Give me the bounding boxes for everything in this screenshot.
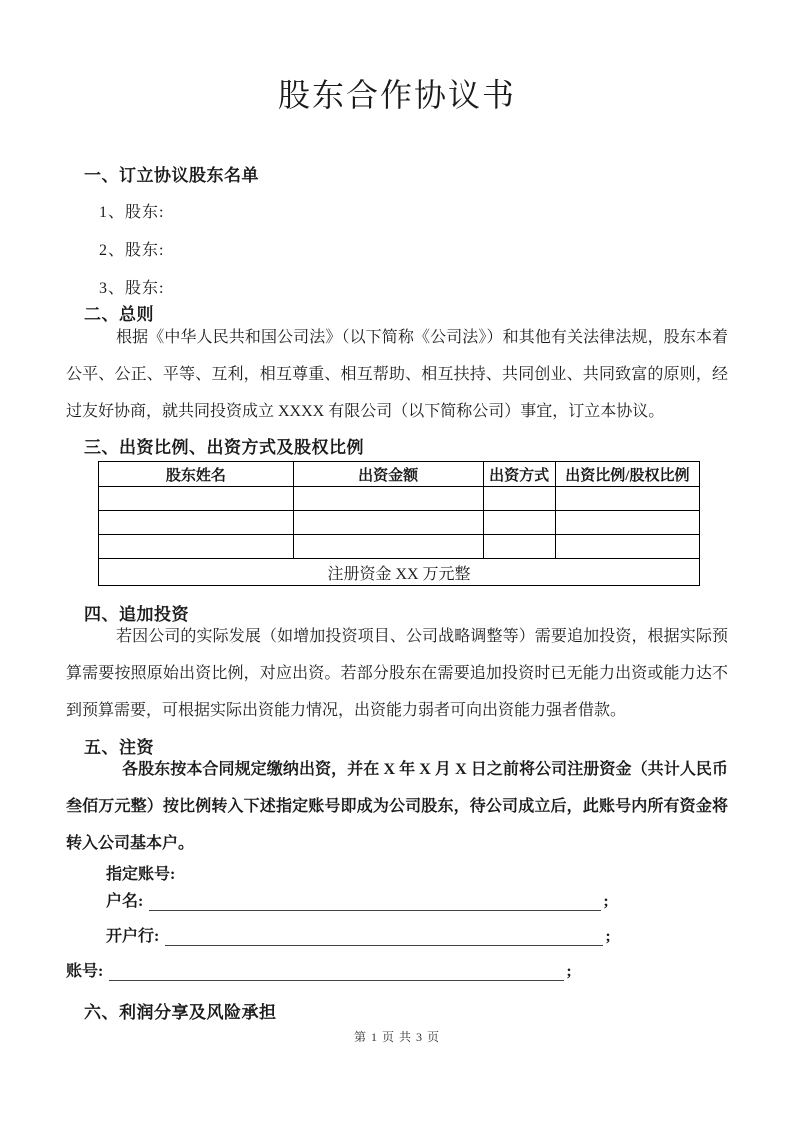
table-cell: [99, 511, 294, 535]
table-row: [99, 487, 700, 511]
table-cell: [483, 487, 555, 511]
section-2-heading: 二、总则: [84, 305, 154, 324]
field-row-bank-name: [106, 923, 611, 946]
table-cell: [555, 487, 699, 511]
table-header-contribution-method: 出资方式: [483, 462, 555, 487]
table-header-contribution-amount: 出资金额: [293, 462, 483, 487]
table-cell: [483, 511, 555, 535]
section-1-heading: 一、订立协议股东名单: [84, 166, 259, 185]
field-suffix: ;: [603, 893, 609, 910]
table-cell: [99, 535, 294, 559]
field-suffix: ;: [566, 963, 572, 980]
table-cell: [293, 511, 483, 535]
table-cell: [293, 535, 483, 559]
shareholder-item-2: 2、股东:: [99, 242, 165, 259]
shareholder-item-1: 1、股东:: [99, 204, 165, 221]
table-header-equity-ratio: 出资比例/股权比例: [555, 462, 699, 487]
section-5-paragraph: 各股东按本合同规定缴纳出资，并在 X 年 X 月 X 日之前将公司注册资金（共计人民币叁佰万元整）按比例转入下述指定账号即成为公司股东，待公司成立后，此账号内所有资金将转入公司基本户。: [66, 761, 728, 852]
page-number: 第 1 页 共 3 页: [353, 1030, 440, 1044]
section-4-paragraph: 若因公司的实际发展（如增加投资项目、公司战略调整等）需要追加投资，根据实际预算需要按照原始出资比例，对应出资。若部分股东在需要追加投资时已无能力出资或能力达不到预算需要，可根据实际出资能力情况，出资能力弱者可向出资能力强者借款。: [66, 628, 728, 719]
table-cell: [555, 511, 699, 535]
table-cell: [99, 487, 294, 511]
account-holder-label: 户名:: [106, 893, 144, 910]
account-holder-blank: [149, 891, 601, 911]
table-row: [99, 511, 700, 535]
table-header-row: [99, 462, 700, 487]
bank-name-blank: [165, 926, 603, 946]
table-footer-row: [99, 559, 700, 586]
table-header-shareholder-name: 股东姓名: [99, 462, 294, 487]
field-row-account-holder: [106, 888, 609, 911]
account-number-blank: [109, 961, 564, 981]
field-row-account-number: [66, 958, 572, 981]
table-cell: [483, 535, 555, 559]
account-number-label: 账号:: [66, 963, 104, 980]
field-suffix: ;: [605, 928, 611, 945]
investment-table: [98, 461, 700, 586]
table-cell: [293, 487, 483, 511]
section-5-heading: 五、注资: [84, 738, 154, 757]
designated-account-label: 指定账号:: [106, 866, 176, 883]
table-cell: [555, 535, 699, 559]
registered-capital-cell: 注册资金 XX 万元整: [99, 559, 700, 586]
shareholder-item-3: 3、股东:: [99, 280, 165, 297]
section-6-heading: 六、利润分享及风险承担: [84, 1003, 277, 1022]
bank-name-label: 开户行:: [106, 928, 160, 945]
table-row: [99, 535, 700, 559]
document-title: 股东合作协议书: [277, 77, 516, 113]
section-2-paragraph: 根据《中华人民共和国公司法》（以下简称《公司法》）和其他有关法律法规，股东本着公平、公正、平等、互利，相互尊重、相互帮助、相互扶持、共同创业、共同致富的原则，经过友好协商，就共同投资成立 XXXX 有限公司（以下简称公司）事宜，订立本协议。: [66, 329, 728, 420]
section-3-heading: 三、出资比例、出资方式及股权比例: [84, 438, 364, 457]
section-4-heading: 四、追加投资: [84, 605, 189, 624]
